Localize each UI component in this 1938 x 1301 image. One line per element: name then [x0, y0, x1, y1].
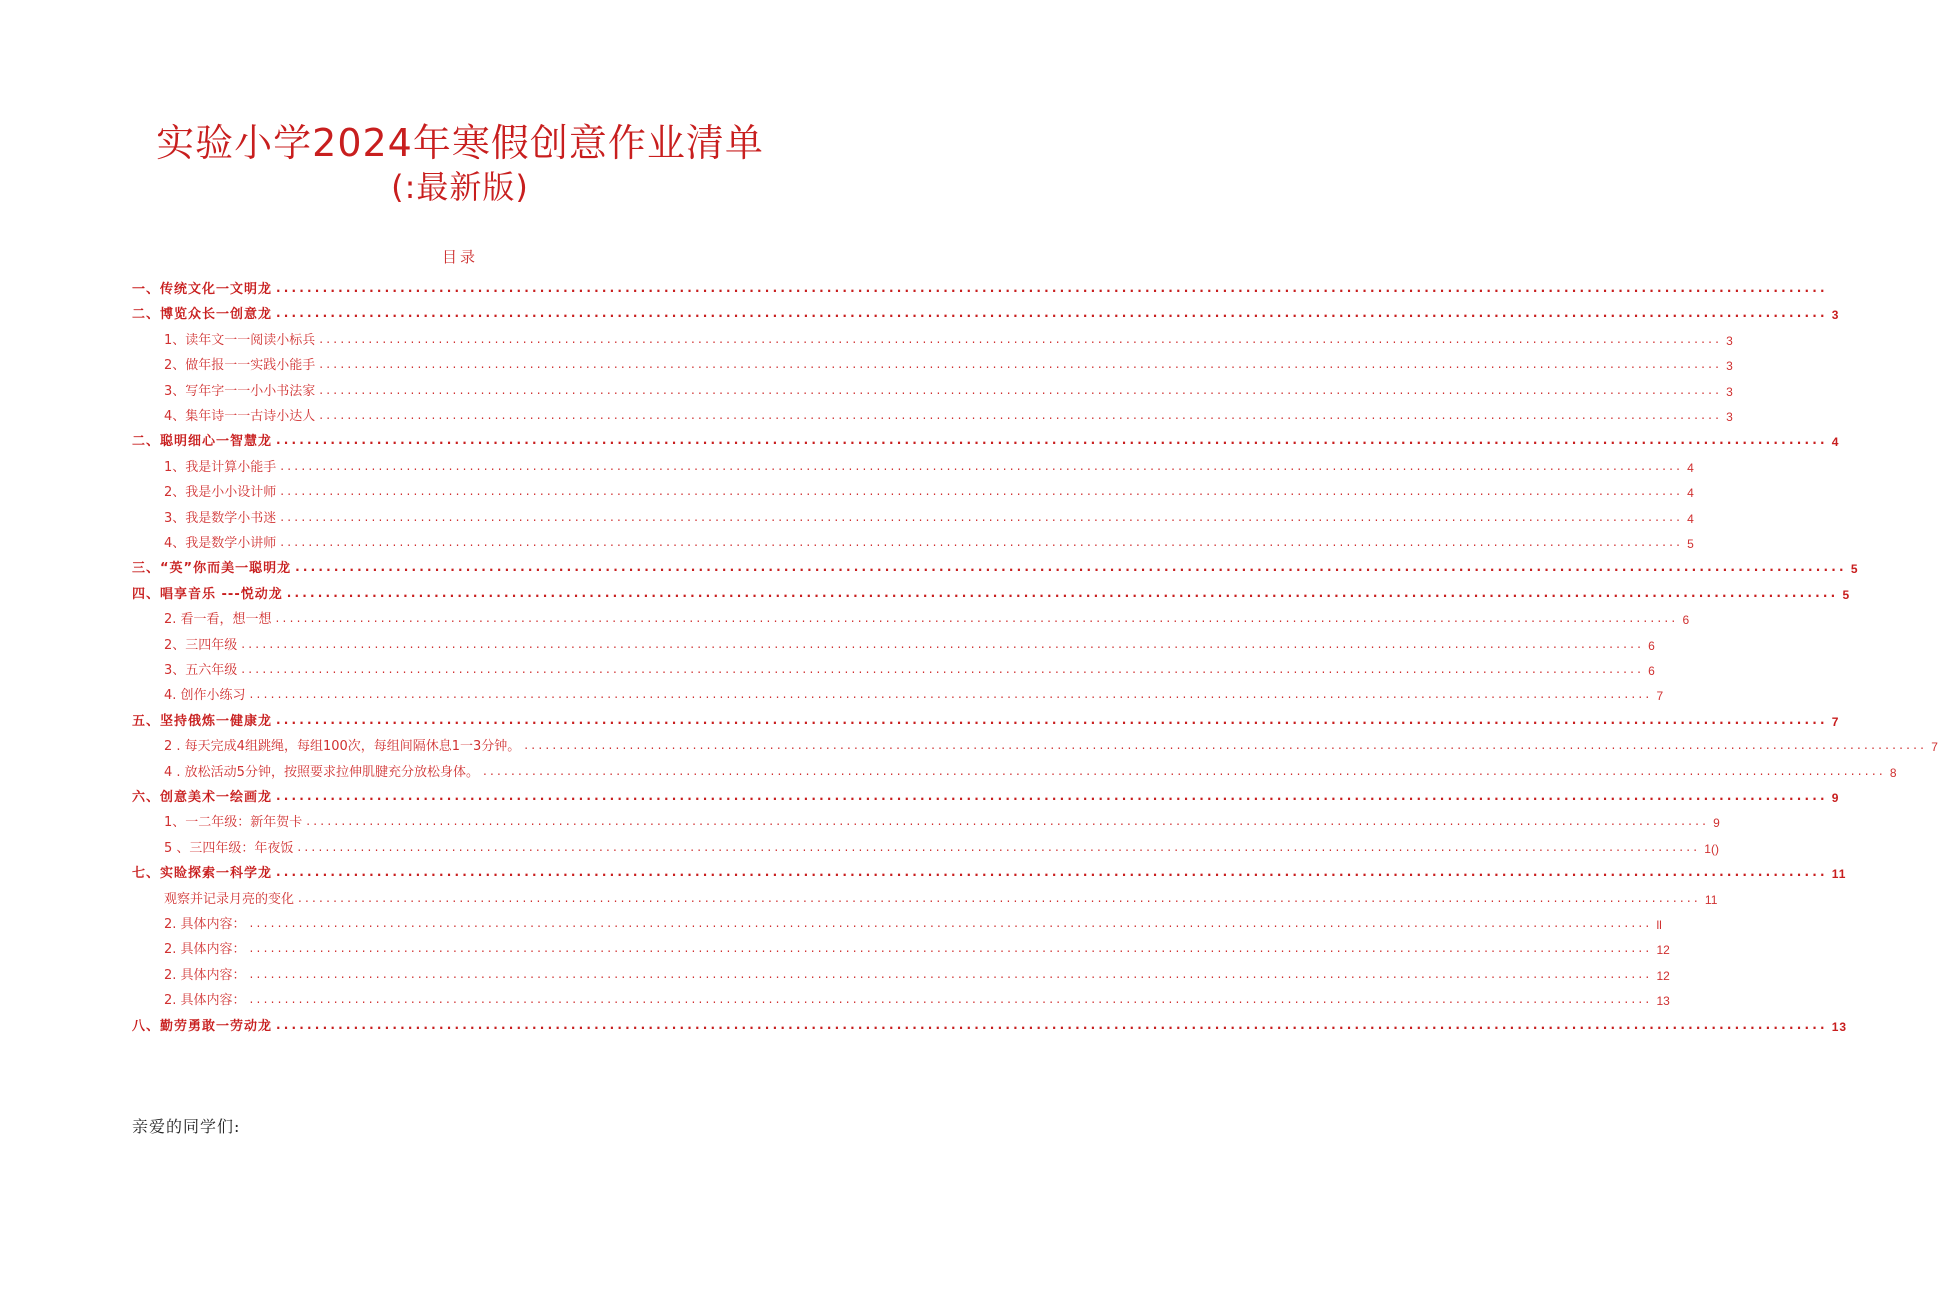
toc-entry-label: 二、博览众长一创意龙: [132, 307, 273, 323]
toc-page-number: 5: [1850, 562, 1859, 577]
toc-leader-dots: ........................................................................................................................................................................................................: [319, 382, 1723, 397]
toc-leader-dots: ........................................................................................................................................................................................................: [524, 738, 1928, 753]
toc-page-number: 7: [1931, 740, 1938, 755]
toc-page-number: 9: [1713, 816, 1720, 831]
toc-entry-label: 2. 具体内容：: [164, 942, 246, 958]
toc-leader-dots: ........................................................................................................................................................................................................: [482, 763, 1886, 778]
document-subtitle: (:最新版): [391, 168, 529, 206]
toc-leader-dots: ........................................................................................................................................................................................................: [276, 712, 1828, 727]
toc-page-number: 12: [1656, 968, 1670, 983]
toc-heading: 目录: [441, 248, 478, 266]
toc-page-number: 7: [1656, 689, 1664, 704]
toc-entry-label: 五、坚持俄炼一健康龙: [132, 713, 273, 729]
toc-page-number: 3: [1726, 359, 1733, 374]
toc-subentry[interactable]: [164, 602, 1690, 628]
toc-page-number: 6: [1648, 638, 1655, 653]
toc-leader-dots: ........................................................................................................................................................................................................: [280, 509, 1684, 524]
toc-entry-label: 3、我是数学小书迷: [164, 510, 277, 526]
toc-subentry[interactable]: [164, 348, 1733, 374]
toc-page-number: 7: [1831, 714, 1840, 729]
toc-entry-label: 5 、三四年级：年夜饭: [164, 840, 294, 856]
toc-subentry[interactable]: [164, 399, 1733, 424]
toc-leader-dots: ........................................................................................................................................................................................................: [241, 636, 1645, 651]
toc-entry-label: 4 . 放松活动5分钟，按照要求拉伸肌腱充分放松身体。: [164, 764, 479, 780]
toc-page-number: 13: [1831, 1019, 1848, 1034]
toc-subentry[interactable]: [164, 323, 1733, 348]
toc-subentry[interactable]: [164, 653, 1655, 678]
toc-entry-label: 三、“英”你而美一聪明龙: [132, 561, 292, 577]
toc-subentry[interactable]: [164, 805, 1720, 831]
toc-entry-label: 4、我是数学小讲师: [164, 536, 277, 551]
toc-subentry[interactable]: [164, 628, 1655, 653]
toc-leader-dots: ........................................................................................................................................................................................................: [319, 331, 1723, 346]
toc-section-entry[interactable]: [132, 551, 1859, 577]
toc-entry-label: 一、传统文化一文明龙: [132, 282, 273, 297]
toc-page-number: 3: [1726, 333, 1733, 348]
toc-leader-dots: ........................................................................................................................................................................................................: [241, 662, 1645, 676]
toc-leader-dots: ........................................................................................................................................................................................................: [286, 585, 1839, 600]
toc-leader-dots: ........................................................................................................................................................................................................: [249, 941, 1653, 956]
toc-leader-dots: ........................................................................................................................................................................................................: [280, 458, 1684, 473]
toc-subentry[interactable]: [164, 729, 1938, 755]
toc-leader-dots: ........................................................................................................................................................................................................: [295, 560, 1847, 575]
toc-subentry[interactable]: [164, 450, 1694, 475]
toc-subentry[interactable]: [164, 932, 1670, 958]
toc-subentry[interactable]: [164, 958, 1670, 983]
greeting: 亲爱的同学们:: [132, 1117, 241, 1136]
toc-page-number: 3: [1726, 384, 1733, 399]
toc-leader-dots: ........................................................................................................................................................................................................: [249, 916, 1653, 930]
toc-section-entry[interactable]: [132, 424, 1840, 450]
toc-entry-label: 八、勤劳勇敢一劳动龙: [132, 1018, 273, 1034]
toc-subentry[interactable]: [164, 374, 1733, 399]
toc-subentry[interactable]: [164, 526, 1694, 551]
toc-entry-label: 2. 具体内容：: [164, 993, 246, 1009]
document-title: 实验小学2024年寒假创意作业清单: [156, 121, 764, 165]
toc-leader-dots: ........................................................................................................................................................................................................: [276, 1017, 1828, 1032]
toc-leader-dots: ........................................................................................................................................................................................................: [276, 789, 1828, 803]
toc-subentry[interactable]: [164, 475, 1694, 501]
toc-leader-dots: ........................................................................................................................................................................................................: [298, 890, 1701, 905]
toc-leader-dots: ........................................................................................................................................................................................................: [275, 611, 1679, 626]
toc-entry-label: 2. 看一看，想一想: [164, 612, 272, 628]
toc-entry-label: 4. 创作小练习: [164, 688, 246, 704]
toc-entry-label: 2 . 每天完成4组跳绳，每组100次，每组间隔休息1一3分钟。: [164, 739, 521, 755]
toc-section-entry[interactable]: [132, 297, 1840, 323]
toc-entry-label: 2、做年报一一实践小能手: [164, 358, 316, 374]
toc-subentry[interactable]: [164, 501, 1694, 526]
toc-entry-label: 1、我是计算小能手: [164, 459, 277, 475]
toc-leader-dots: ........................................................................................................................................................................................................: [297, 839, 1701, 854]
toc-page-number: 1(): [1704, 841, 1719, 856]
toc-leader-dots: ........................................................................................................................................................................................................: [319, 408, 1723, 422]
toc-leader-dots: ........................................................................................................................................................................................................: [276, 433, 1828, 448]
toc-page-number: 9: [1831, 791, 1840, 805]
toc-entry-label: 3、五六年级: [164, 663, 238, 678]
toc-section-entry[interactable]: [132, 1009, 1848, 1034]
toc-page-number: 12: [1656, 943, 1670, 958]
toc-entry-label: 2、三四年级: [164, 637, 238, 653]
toc-section-entry[interactable]: [132, 704, 1840, 729]
toc-subentry[interactable]: [164, 983, 1670, 1009]
toc-leader-dots: ........................................................................................................................................................................................................: [276, 865, 1828, 880]
toc-entry-label: 七、实睑探索一科学龙: [132, 866, 273, 882]
toc-section-entry[interactable]: [132, 577, 1851, 602]
toc-leader-dots: ........................................................................................................................................................................................................: [249, 992, 1653, 1007]
toc-page-number: 4: [1687, 511, 1694, 526]
toc-page-number: 5: [1687, 537, 1694, 551]
toc-entry-label: 2. 具体内容：: [164, 967, 246, 983]
toc-entry-label: 3、写年字一一小小书法家: [164, 383, 316, 399]
toc-page-number: 3: [1831, 308, 1840, 323]
toc-page-number: 11: [1704, 892, 1718, 907]
toc-leader-dots: ........................................................................................................................................................................................................: [280, 484, 1684, 499]
toc-entry-label: 4、集年诗一一古诗小达人: [164, 409, 316, 424]
toc-page-number: ll: [1656, 918, 1662, 932]
toc-subentry[interactable]: [164, 831, 1719, 856]
toc-subentry[interactable]: [164, 882, 1718, 907]
toc-page-number: 6: [1682, 613, 1690, 628]
toc-leader-dots: ........................................................................................................................................................................................................: [249, 966, 1653, 981]
toc-entry-label: 1、一二年级：新年贺卡: [164, 815, 303, 831]
toc-section-entry[interactable]: [132, 272, 1828, 297]
toc-page-number: 11: [1831, 867, 1847, 882]
toc-page-number: 4: [1687, 486, 1694, 501]
toc-page-number: 6: [1648, 664, 1655, 678]
toc-entry-label: 2、我是小小设计师: [164, 485, 277, 501]
toc-leader-dots: ........................................................................................................................................................................................................: [280, 535, 1684, 549]
toc-leader-dots: ........................................................................................................................................................................................................: [249, 687, 1653, 702]
toc-page-number: 8: [1889, 765, 1897, 780]
toc-subentry[interactable]: [164, 755, 1897, 780]
toc-page-number: 13: [1656, 994, 1670, 1009]
toc-section-entry[interactable]: [132, 856, 1847, 882]
toc-page-number: 3: [1726, 410, 1733, 424]
toc-entry-label: 观察并记录月亮的变化: [164, 891, 295, 907]
toc-page-number: 5: [1842, 587, 1851, 602]
toc-subentry[interactable]: [164, 907, 1662, 932]
toc-leader-dots: ........................................................................................................................................................................................................: [276, 281, 1828, 295]
toc-entry-label: 1、读年文一一阅读小标兵: [164, 332, 316, 348]
toc-entry-label: 2. 具体内容：: [164, 917, 246, 932]
toc-page-number: 4: [1831, 435, 1840, 450]
toc-leader-dots: ........................................................................................................................................................................................................: [319, 357, 1723, 372]
toc-section-entry[interactable]: [132, 780, 1840, 805]
toc-page-number: 4: [1687, 460, 1694, 475]
toc-leader-dots: ........................................................................................................................................................................................................: [306, 814, 1710, 829]
toc-subentry[interactable]: [164, 678, 1664, 704]
toc-entry-label: 四、唱享音乐 ---悦动龙: [132, 586, 283, 602]
toc-entry-label: 二、聪明细心一智慧龙: [132, 434, 273, 450]
toc-entry-label: 六、创意美术一绘画龙: [132, 790, 273, 805]
toc-leader-dots: ........................................................................................................................................................................................................: [276, 306, 1828, 321]
